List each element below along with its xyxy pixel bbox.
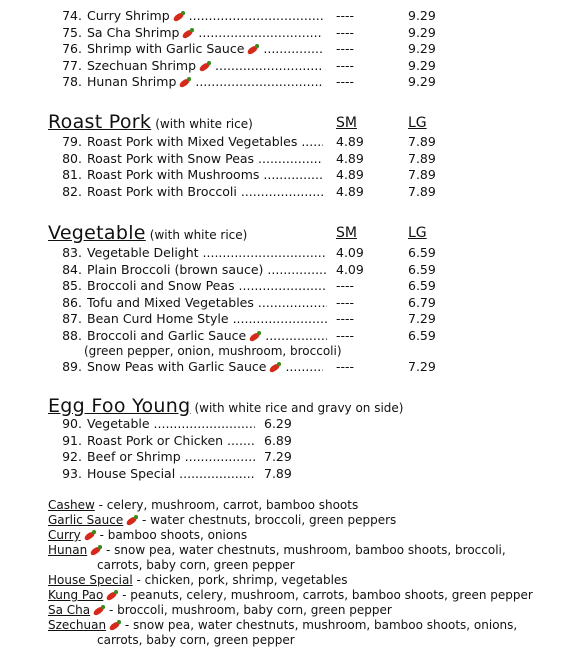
glossary-description: - chicken, pork, shrimp, vegetables	[132, 573, 348, 587]
chili-pepper-icon	[125, 515, 138, 525]
large-price: 9.29	[408, 74, 436, 90]
section-title: Roast Pork	[48, 111, 152, 133]
item-number: 79.	[62, 134, 82, 149]
section-subtitle: (with white rice)	[149, 228, 248, 242]
large-price: 6.59	[408, 261, 436, 277]
menu-item-row	[0, 41, 562, 57]
item-name-text: Vegetable Delight	[87, 245, 199, 260]
glossary-entry	[48, 603, 548, 618]
item-name	[87, 466, 255, 482]
item-number: 90.	[62, 416, 82, 431]
menu-item-row	[0, 311, 562, 327]
menu-item-row	[0, 416, 562, 432]
glossary-entry	[48, 618, 548, 633]
large-price: 9.29	[408, 24, 436, 40]
chili-pepper-icon	[105, 590, 118, 600]
large-price: 9.29	[408, 41, 436, 57]
item-name	[87, 74, 323, 90]
item-name-text: Tofu and Mixed Vegetables	[87, 294, 254, 310]
item-name-text: House Special	[87, 465, 176, 481]
menu-item-row	[0, 295, 562, 311]
chili-pepper-icon	[108, 620, 121, 630]
glossary-term: Szechuan	[48, 618, 107, 632]
item-price: 7.29	[264, 449, 292, 465]
glossary-entry	[48, 528, 548, 543]
small-price: ----	[336, 24, 355, 40]
item-name	[87, 167, 323, 183]
section-title: Vegetable	[48, 222, 146, 244]
glossary-description: - broccoli, mushroom, baby corn, green pepper	[105, 603, 392, 617]
item-price: 7.89	[264, 465, 292, 481]
small-price: ----	[336, 328, 355, 343]
item-number: 81.	[62, 167, 82, 183]
large-price: 9.29	[408, 8, 436, 23]
item-name-text: Roast Pork with Broccoli	[87, 183, 237, 199]
section-subtitle: (with white rice)	[155, 117, 253, 131]
item-name	[87, 359, 323, 375]
egg-foo-young-heading	[48, 395, 403, 417]
item-name-text: Szechuan Shrimp	[87, 57, 197, 73]
menu-item-row	[0, 449, 562, 465]
glossary-entry	[48, 513, 548, 528]
item-number: 75.	[62, 24, 82, 40]
item-name-text: Broccoli and Garlic Sauce	[87, 328, 247, 343]
small-price: ----	[336, 74, 355, 90]
menu-item-row	[0, 167, 562, 183]
item-name-text: Snow Peas with Garlic Sauce	[87, 359, 267, 374]
chili-pepper-icon	[246, 44, 259, 54]
item-name-text: Shrimp with Garlic Sauce	[87, 41, 245, 57]
item-number: 78.	[62, 74, 82, 90]
item-name-text: Roast Pork with Mushrooms	[87, 167, 260, 183]
glossary-entry	[48, 588, 548, 603]
small-price: ----	[336, 359, 355, 374]
menu-item-row	[0, 74, 562, 90]
large-price: 7.89	[408, 183, 436, 199]
small-price: 4.89	[336, 134, 364, 149]
item-name-text: Vegetable	[87, 416, 150, 431]
item-88-note: (green pepper, onion, mushroom, broccoli)	[84, 344, 342, 358]
chili-pepper-icon	[89, 545, 102, 555]
glossary-entry	[48, 543, 548, 558]
item-name	[87, 433, 255, 449]
item-price: 6.29	[264, 416, 292, 431]
item-number: 86.	[62, 294, 82, 310]
glossary-description: - peanuts, celery, mushroom, carrots, bamboo shoots, green pepper	[118, 588, 533, 602]
item-number: 93.	[62, 465, 82, 481]
item-number: 76.	[62, 41, 82, 57]
small-price: ----	[336, 8, 355, 23]
menu-item-row	[0, 278, 562, 294]
large-price: 6.59	[408, 278, 436, 294]
large-price: 7.89	[408, 167, 436, 183]
glossary-term: Cashew	[48, 498, 95, 512]
glossary-entry	[48, 573, 548, 588]
menu-item-row	[0, 184, 562, 200]
section-title: Egg Foo Young	[48, 395, 191, 417]
glossary-description: - water chestnuts, broccoli, green peppers	[138, 513, 397, 527]
item-number: 77.	[62, 57, 82, 73]
item-name-text: Beef or Shrimp	[87, 449, 181, 465]
sm-column-header: SM	[336, 225, 357, 241]
chili-pepper-icon	[248, 331, 261, 341]
item-name	[87, 245, 327, 261]
item-name-text: Roast Pork or Chicken	[87, 432, 224, 448]
small-price: 4.09	[336, 261, 364, 277]
vegetable-heading	[48, 222, 247, 244]
menu-item-row	[0, 466, 562, 482]
lg-column-header: LG	[408, 225, 427, 241]
chili-pepper-icon	[172, 11, 185, 21]
item-price: 6.89	[264, 432, 292, 448]
item-name-text: Hunan Shrimp	[87, 74, 177, 90]
item-name	[87, 134, 323, 150]
small-price: 4.89	[336, 150, 364, 166]
menu-item-row	[0, 245, 562, 261]
glossary-description-continued: carrots, baby corn, green pepper	[97, 633, 295, 647]
chili-pepper-icon	[181, 28, 194, 38]
item-name-text: Sa Cha Shrimp	[87, 24, 180, 40]
section-subtitle: (with white rice and gravy on side)	[194, 401, 404, 415]
item-name	[87, 328, 327, 344]
item-name	[87, 311, 327, 327]
item-number: 85.	[62, 278, 82, 294]
small-price: 4.09	[336, 245, 364, 260]
small-price: ----	[336, 311, 355, 327]
chili-pepper-icon	[198, 61, 211, 71]
large-price: 6.59	[408, 245, 436, 260]
item-number: 80.	[62, 150, 82, 166]
item-number: 87.	[62, 311, 82, 327]
large-price: 7.89	[408, 150, 436, 166]
chili-pepper-icon	[268, 362, 281, 372]
glossary-description: - snow pea, water chestnuts, mushroom, bamboo shoots, onions,	[121, 618, 518, 632]
glossary-description: - bamboo shoots, onions	[95, 528, 248, 542]
item-name-text: Roast Pork with Snow Peas	[87, 150, 255, 166]
large-price: 9.29	[408, 57, 436, 73]
item-name-text: Plain Broccoli (brown sauce)	[87, 261, 264, 277]
glossary-term: Kung Pao	[48, 588, 104, 602]
item-name	[87, 449, 255, 465]
large-price: 6.59	[408, 328, 436, 343]
glossary-description: - snow pea, water chestnuts, mushroom, bamboo shoots, broccoli,	[102, 543, 506, 557]
menu-item-row	[0, 134, 562, 150]
glossary-term: Sa Cha	[48, 603, 91, 617]
glossary-term: House Special	[48, 573, 133, 587]
small-price: ----	[336, 57, 355, 73]
item-name	[87, 58, 323, 74]
item-number: 91.	[62, 432, 82, 448]
large-price: 7.29	[408, 359, 436, 374]
small-price: 4.89	[336, 167, 364, 183]
item-name-text: Roast Pork with Mixed Vegetables	[87, 134, 298, 149]
item-name-text: Bean Curd Home Style	[87, 311, 229, 327]
menu-item-row	[0, 433, 562, 449]
sauce-glossary	[48, 498, 548, 648]
chili-pepper-icon	[178, 77, 191, 87]
item-name	[87, 8, 323, 24]
menu-item-row	[0, 8, 562, 24]
item-number: 83.	[62, 245, 82, 260]
glossary-term: Garlic Sauce	[48, 513, 124, 527]
lg-column-header: LG	[408, 115, 427, 131]
menu-item-row	[0, 262, 562, 278]
menu-item-row	[0, 58, 562, 74]
large-price: 6.79	[408, 294, 436, 310]
item-number: 89.	[62, 359, 82, 374]
item-number: 74.	[62, 8, 82, 23]
glossary-description: - celery, mushroom, carrot, bamboo shoots	[94, 498, 359, 512]
small-price: ----	[336, 278, 355, 294]
glossary-description-continued: carrots, baby corn, green pepper	[97, 558, 295, 572]
item-number: 92.	[62, 449, 82, 465]
item-number: 88.	[62, 328, 82, 343]
small-price: 4.89	[336, 183, 364, 199]
chili-pepper-icon	[83, 530, 96, 540]
small-price: ----	[336, 41, 355, 57]
item-name	[87, 41, 323, 57]
roast-pork-heading	[48, 111, 253, 133]
item-number: 82.	[62, 183, 82, 199]
item-number: 84.	[62, 261, 82, 277]
item-name-text: Broccoli and Snow Peas	[87, 278, 235, 294]
item-name	[87, 262, 327, 278]
item-name-text: Curry Shrimp	[87, 8, 170, 23]
glossary-term: Curry	[48, 528, 81, 542]
glossary-entry	[48, 498, 548, 513]
menu-item-row	[0, 151, 562, 167]
large-price: 7.89	[408, 134, 436, 149]
small-price: ----	[336, 294, 355, 310]
sm-column-header: SM	[336, 115, 357, 131]
menu-item-row	[0, 328, 562, 344]
item-name	[87, 25, 323, 41]
menu-item-row	[0, 359, 562, 375]
item-name	[87, 151, 323, 167]
item-name	[87, 295, 327, 311]
large-price: 7.29	[408, 311, 436, 327]
item-name	[87, 184, 323, 200]
glossary-term: Hunan	[48, 543, 88, 557]
chili-pepper-icon	[92, 605, 105, 615]
item-name	[87, 416, 255, 432]
menu-item-row	[0, 25, 562, 41]
item-name	[87, 278, 327, 294]
